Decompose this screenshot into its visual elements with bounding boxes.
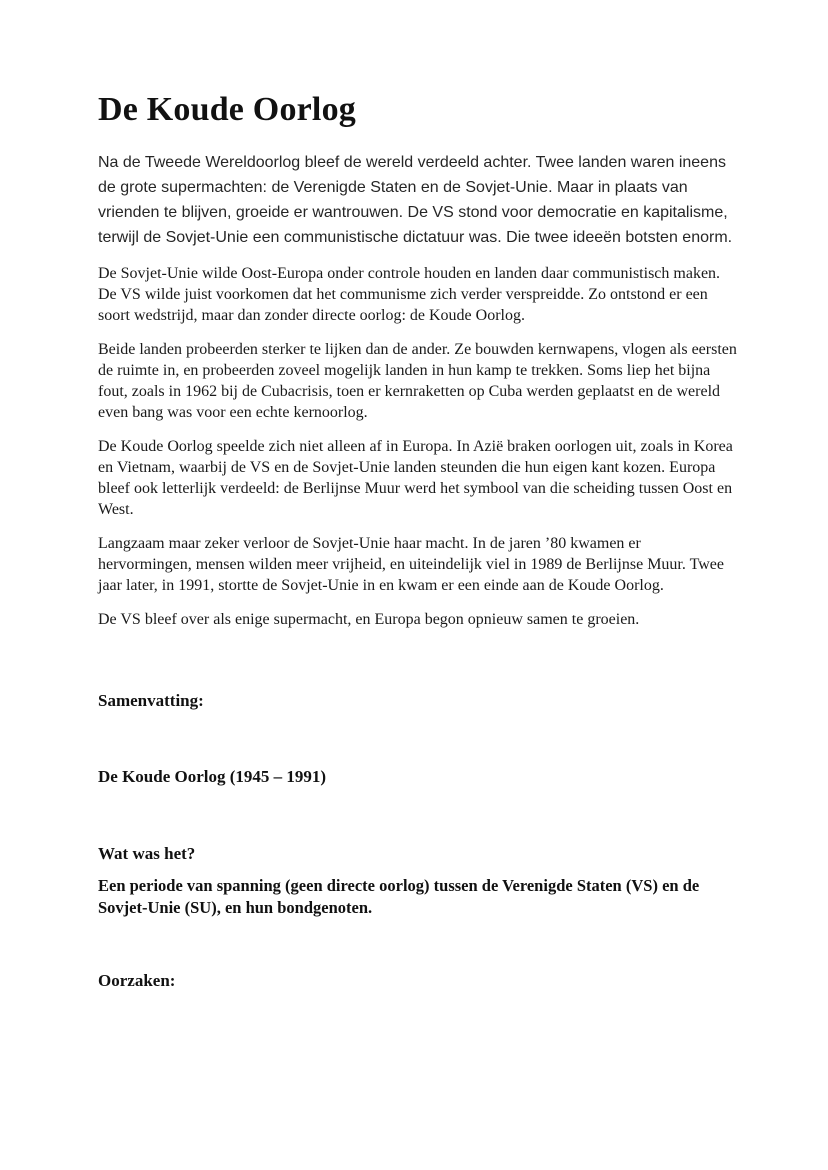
section-heading-wat-was-het: Wat was het? [98,844,196,864]
body-paragraph-5: De VS bleef over als enige supermacht, en Europa begon opnieuw samen te groeien. [98,611,640,629]
body-paragraph-3: De Koude Oorlog speelde zich niet alleen af in Europa. In Azië braken oorlogen uit, zoals in Korea en Vietnam, waarbij de VS en de Sovjet-Unie landen steunden die hun eigen kant kozen. Europa bleef ook letterlijk verdeeld: de Berlijnse Muur werd het symbool van die scheiding tussen Oost en West. [98,438,733,519]
summary-heading: Samenvatting: [98,691,204,711]
document-title: De Koude Oorlog [98,91,356,128]
summary-topic-heading: De Koude Oorlog (1945 – 1991) [98,767,327,787]
body-paragraph-1: De Sovjet-Unie wilde Oost-Europa onder controle houden en landen daar communistisch maken. De VS wilde juist voorkomen dat het communisme zich verder verspreidde. Zo ontstond er een soort wedstrijd, maar dan zonder directe oorlog: de Koude Oorlog. [98,265,721,325]
section-text-wat-was-het: Een periode van spanning (geen directe oorlog) tussen de Verenigde Staten (VS) en de Sovjet-Unie (SU), en hun bondgenoten. [98,876,700,918]
body-paragraph-2: Beide landen probeerden sterker te lijken dan de ander. Ze bouwden kernwapens, vlogen als eersten de ruimte in, en probeerden zoveel mogelijk landen in hun kamp te trekken. Soms liep het bijna fout, zoals in 1962 bij de Cubacrisis, toen er kernraketten op Cuba werden geplaatst en de wereld even bang was voor een echte kernoorlog. [98,341,737,422]
section-heading-oorzaken: Oorzaken: [98,971,176,991]
body-paragraph-4: Langzaam maar zeker verloor de Sovjet-Unie haar macht. In de jaren ’80 kwamen er hervormingen, mensen wilden meer vrijheid, en uiteindelijk viel in 1989 de Berlijnse Muur. Twee jaar later, in 1991, stortte de Sovjet-Unie in en kwam er een einde aan de Koude Oorlog. [98,535,724,595]
intro-paragraph: Na de Tweede Wereldoorlog bleef de wereld verdeeld achter. Twee landen waren ineens de grote supermachten: de Verenigde Staten en de Sovjet-Unie. Maar in plaats van vrienden te blijven, groeide er wantrouwen. De VS stond voor democratie en kapitalisme, terwijl de Sovjet-Unie een communistische dictatuur was. Die twee ideeën botsten enorm. [98,154,733,247]
